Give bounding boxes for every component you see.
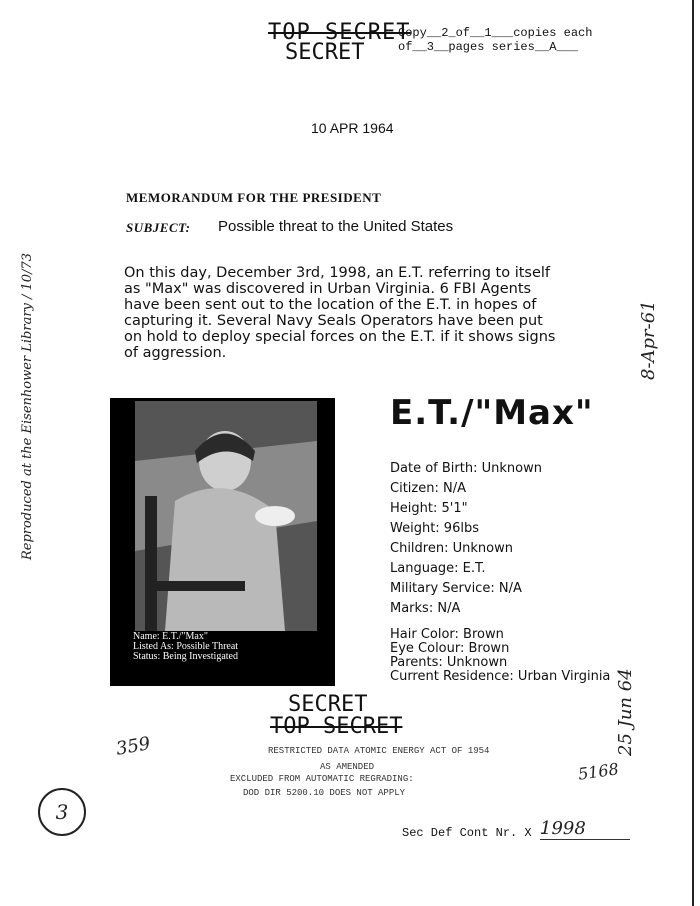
subject-photo	[110, 398, 335, 686]
field-marks: Marks: N/A	[390, 601, 461, 616]
field-language: Language: E.T.	[390, 561, 486, 576]
date-stamp: 10 APR 1964	[311, 120, 394, 136]
excluded-note: EXCLUDED FROM AUTOMATIC REGRADING:	[230, 774, 414, 784]
field-military: Military Service: N/A	[390, 581, 522, 596]
classification-struck-top: TOP SECRET	[268, 20, 411, 45]
caption-status: Status: Being Investigated	[133, 651, 238, 662]
classification-bottom: SECRET	[288, 692, 368, 717]
copy-info-line2: of__3__pages series__A___	[398, 40, 579, 54]
circled-number: 3	[38, 788, 86, 836]
amended: AS AMENDED	[320, 762, 375, 772]
caption-listed: Listed As: Possible Threat	[133, 641, 239, 652]
handwritten-number: 5168	[576, 759, 620, 784]
field-weight: Weight: 96lbs	[390, 521, 479, 536]
classification-top: SECRET	[285, 40, 365, 65]
left-margin-note: Reproduced at the Eisenhower Library / 10/73	[20, 253, 35, 560]
caption-name: Name: E.T./"Max"	[133, 631, 208, 642]
right-margin-note-bottom: 25 Jun 64	[615, 668, 636, 756]
field-children: Children: Unknown	[390, 541, 513, 556]
field-citizen: Citizen: N/A	[390, 481, 466, 496]
copy-info-line1: Copy__2_of__1___copies each	[398, 26, 593, 40]
field-hair: Hair Color: Brown	[390, 627, 504, 642]
field-parents: Parents: Unknown	[390, 655, 508, 670]
handwritten-359: 359	[114, 733, 152, 760]
photo-image	[135, 401, 317, 631]
field-dob: Date of Birth: Unknown	[390, 461, 542, 476]
subject-text: Possible threat to the United States	[218, 218, 454, 235]
profile-title: E.T./"Max"	[390, 393, 594, 433]
sec-def-line: Sec Def Cont Nr. X -	[402, 826, 547, 840]
field-height: Height: 5'1"	[390, 501, 468, 516]
memo-heading: MEMORANDUM FOR THE PRESIDENT	[126, 190, 382, 205]
field-eye: Eye Colour: Brown	[390, 641, 510, 656]
classification-struck-bottom: TOP SECRET	[270, 714, 403, 739]
field-residence: Current Residence: Urban Virginia	[390, 669, 611, 684]
photo-caption	[133, 632, 238, 662]
dod-note: DOD DIR 5200.10 DOES NOT APPLY	[243, 788, 406, 798]
memo-body: On this day, December 3rd, 1998, an E.T. referring to itself as "Max" was discovered in Urban Virginia. 6 FBI Agents have been sent out to the location of the E.T. in hopes of capturing it. Several Navy Seals Operators have been put on hold to deploy special forces on the E.T. if it shows signs of aggression.	[124, 265, 556, 361]
photo-figure	[135, 401, 317, 631]
energy-act: RESTRICTED DATA ATOMIC ENERGY ACT OF 1954	[268, 746, 490, 756]
page-edge-line	[692, 0, 694, 906]
right-margin-note-top: 8-Apr-61	[638, 300, 659, 380]
subject-label: SUBJECT:	[126, 220, 191, 235]
sec-def-handwritten: 1998	[540, 818, 630, 840]
